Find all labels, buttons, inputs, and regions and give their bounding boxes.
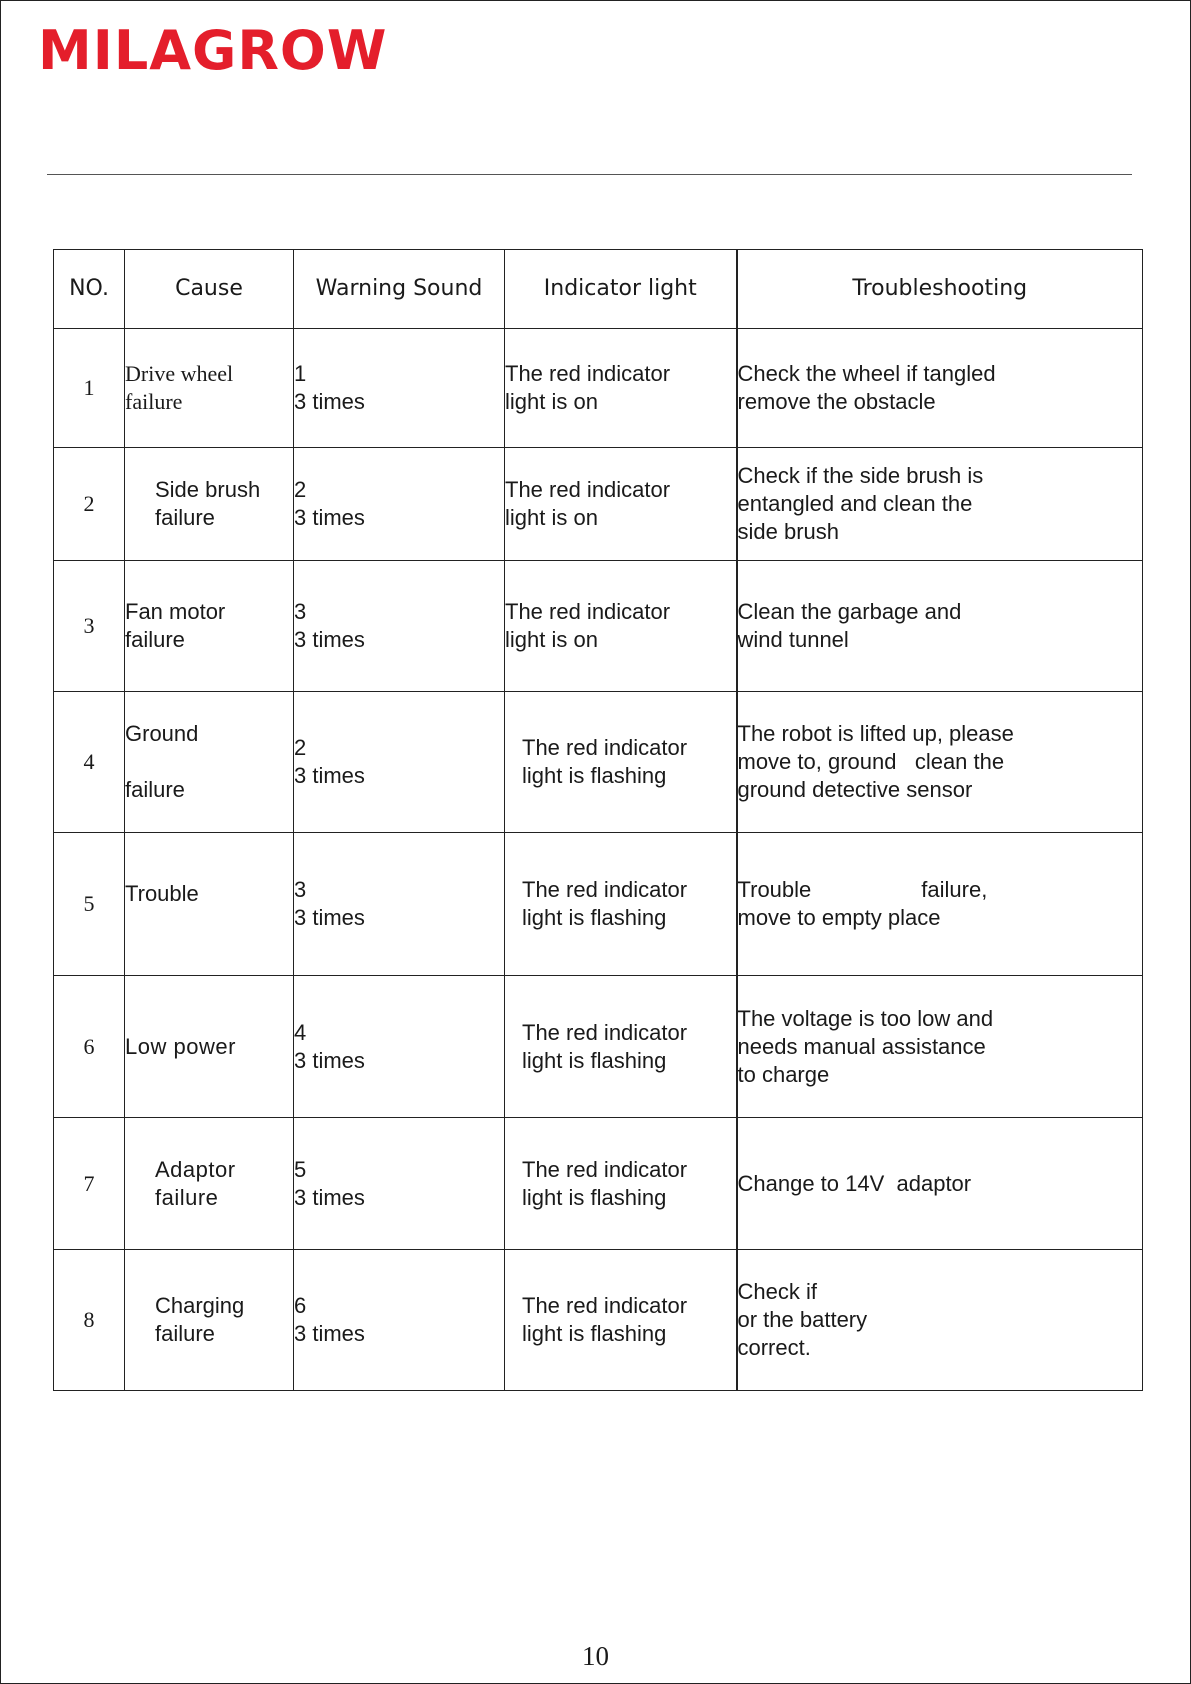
repeat-count: 3 times (294, 1321, 365, 1346)
cause-text: Side brush (155, 477, 261, 502)
troubleshooting-text: Check if (737, 1279, 817, 1304)
repeat-count: 3 times (294, 627, 365, 652)
warning-sound-cell (294, 833, 505, 976)
indicator-text: The red indicator (522, 1156, 688, 1182)
indicator-light-cell (505, 329, 737, 448)
header-warning-sound: Warning Sound (294, 250, 505, 329)
repeat-count: 3 times (294, 1184, 365, 1210)
row-number: 5 (54, 833, 125, 976)
warning-sound-cell (294, 448, 505, 561)
troubleshooting-text: correct. (737, 1335, 811, 1360)
table-row (54, 1250, 1143, 1391)
troubleshooting-cell (737, 976, 1143, 1118)
indicator-text: light is flashing (522, 1321, 667, 1346)
indicator-text: light is on (505, 505, 598, 530)
row-number: 1 (54, 329, 125, 448)
row-number: 8 (54, 1250, 125, 1391)
warning-sound-cell (294, 561, 505, 692)
cause-text: Charging (155, 1293, 245, 1318)
header-cause: Cause (125, 250, 294, 329)
troubleshooting-text: side brush (737, 519, 840, 544)
cause-cell (125, 1118, 294, 1250)
repeat-count: 3 times (294, 763, 365, 788)
header-indicator-light: Indicator light (505, 250, 737, 329)
indicator-text: The red indicator (505, 599, 671, 624)
cause-text: Ground (125, 721, 199, 746)
warning-sound-cell (294, 1118, 505, 1250)
cause-text: failure (155, 505, 215, 530)
indicator-light-cell (505, 976, 737, 1118)
header-divider (47, 174, 1132, 175)
repeat-count: 3 times (294, 389, 365, 414)
indicator-text: The red indicator (522, 877, 688, 902)
indicator-light-cell (505, 1118, 737, 1250)
row-number: 3 (54, 561, 125, 692)
row-number: 6 (54, 976, 125, 1118)
cause-text: failure (125, 777, 185, 802)
table-row (54, 448, 1143, 561)
cause-cell (125, 561, 294, 692)
troubleshooting-cell (737, 1250, 1143, 1391)
indicator-text: light is flashing (522, 1184, 667, 1210)
troubleshooting-text: remove the obstacle (737, 389, 936, 414)
indicator-text: The red indicator (522, 1293, 688, 1318)
cause-cell (125, 1250, 294, 1391)
cause-cell (125, 329, 294, 448)
beep-count: 5 (294, 1156, 307, 1182)
row-number: 2 (54, 448, 125, 561)
troubleshooting-text: Check the wheel if tangled (737, 361, 996, 386)
indicator-text: light is flashing (522, 1047, 667, 1073)
troubleshooting-cell (737, 833, 1143, 976)
troubleshooting-text: ground detective sensor (737, 777, 973, 802)
page-number: 10 (582, 1641, 609, 1671)
cause-cell (125, 833, 294, 976)
brand-logo: MILAGROW (38, 19, 388, 82)
cause-text: Low power (125, 1033, 236, 1059)
troubleshooting-text: needs manual assistance (737, 1033, 986, 1059)
troubleshooting-text: move to empty place (737, 905, 941, 930)
troubleshooting-text: The voltage is too low and (737, 1005, 994, 1031)
table-row (54, 692, 1143, 833)
indicator-text: light is on (505, 389, 598, 414)
beep-count: 1 (294, 361, 307, 386)
troubleshooting-text: Clean the garbage and (737, 599, 962, 624)
warning-sound-cell (294, 329, 505, 448)
troubleshooting-text: wind tunnel (737, 627, 849, 652)
cause-spacer (125, 748, 293, 776)
row-number: 7 (54, 1118, 125, 1250)
table-row (54, 329, 1143, 448)
troubleshooting-text: move to, ground clean the (737, 749, 1005, 774)
indicator-text: light is flashing (522, 905, 667, 930)
troubleshooting-table (53, 249, 1143, 1391)
beep-count: 3 (294, 877, 307, 902)
indicator-text: light is on (505, 627, 598, 652)
header-no: NO. (54, 250, 125, 329)
troubleshooting-cell (737, 1118, 1143, 1250)
warning-sound-cell (294, 692, 505, 833)
indicator-light-cell (505, 561, 737, 692)
cause-text: failure (125, 389, 183, 414)
table-row (54, 561, 1143, 692)
beep-count: 2 (294, 735, 307, 760)
indicator-text: The red indicator (505, 361, 671, 386)
header-troubleshooting: Troubleshooting (737, 250, 1143, 329)
cause-text: failure (125, 627, 185, 652)
beep-count: 3 (294, 599, 307, 624)
troubleshooting-cell (737, 448, 1143, 561)
warning-sound-cell (294, 976, 505, 1118)
indicator-text: light is flashing (522, 763, 667, 788)
beep-count: 6 (294, 1293, 307, 1318)
table-row (54, 976, 1143, 1118)
indicator-text: The red indicator (505, 477, 671, 502)
table-row (54, 1118, 1143, 1250)
troubleshooting-text: entangled and clean the (737, 491, 973, 516)
beep-count: 2 (294, 477, 307, 502)
cause-cell (125, 692, 294, 833)
indicator-light-cell (505, 448, 737, 561)
troubleshooting-cell (737, 692, 1143, 833)
table-row (54, 833, 1143, 976)
repeat-count: 3 times (294, 1047, 365, 1073)
indicator-light-cell (505, 1250, 737, 1391)
repeat-count: 3 times (294, 905, 365, 930)
cause-text: Fan motor (125, 599, 226, 624)
cause-text: Drive wheel (125, 361, 234, 386)
indicator-light-cell (505, 833, 737, 976)
indicator-text: The red indicator (522, 1019, 688, 1045)
table-header-row (54, 250, 1143, 329)
troubleshooting-text: Check if the side brush is (737, 463, 984, 488)
cause-text: failure (155, 1321, 215, 1346)
repeat-count: 3 times (294, 505, 365, 530)
cause-cell (125, 976, 294, 1118)
troubleshooting-text: to charge (737, 1061, 830, 1087)
warning-sound-cell (294, 1250, 505, 1391)
troubleshooting-text: or the battery (737, 1307, 868, 1332)
cause-text: Trouble (125, 881, 199, 906)
troubleshooting-cell (737, 329, 1143, 448)
beep-count: 4 (294, 1019, 307, 1045)
troubleshooting-text: Trouble failure, (737, 877, 988, 902)
troubleshooting-text: Change to 14V adaptor (737, 1170, 972, 1196)
indicator-light-cell (505, 692, 737, 833)
cause-text: Adaptor (155, 1156, 236, 1182)
cause-cell (125, 448, 294, 561)
troubleshooting-text: The robot is lifted up, please (737, 721, 1014, 746)
indicator-text: The red indicator (522, 735, 688, 760)
troubleshooting-cell (737, 561, 1143, 692)
row-number: 4 (54, 692, 125, 833)
cause-text: failure (155, 1184, 219, 1210)
